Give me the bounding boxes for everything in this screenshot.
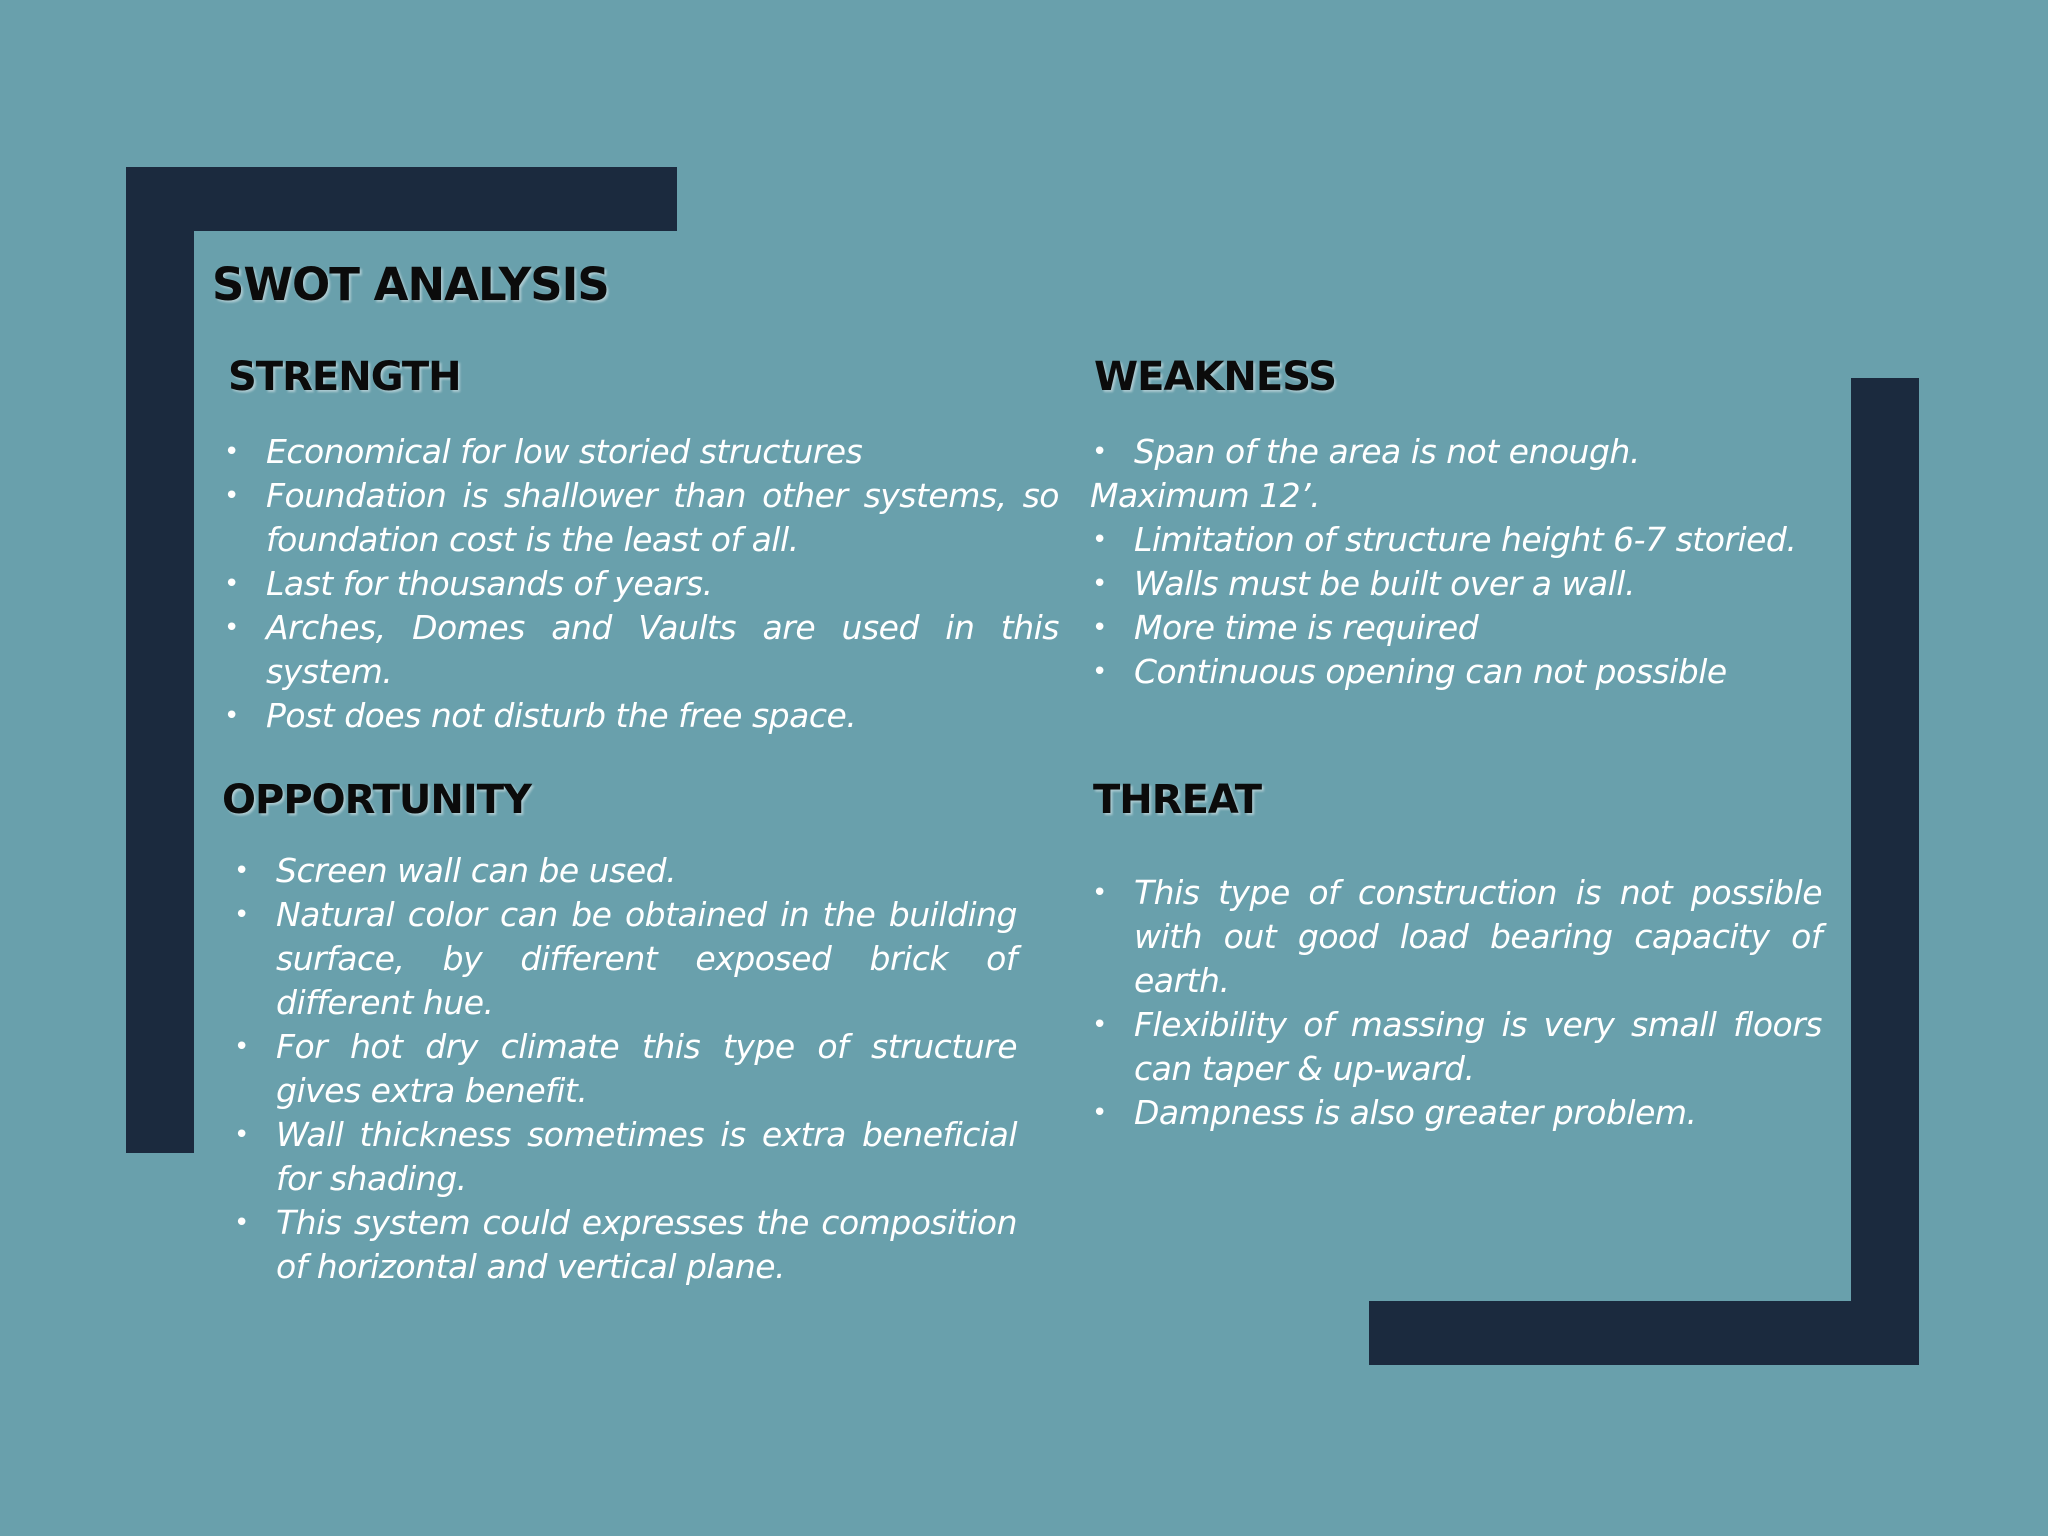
frame-bottom-right-vertical	[1851, 378, 1919, 1365]
strength-list	[222, 430, 1059, 738]
threat-item: • Flexibility of massing is very small floors can taper & up-ward.	[1090, 1003, 1822, 1091]
weakness-item: • Span of the area is not enough.	[1090, 430, 1850, 474]
threat-item: • Dampness is also greater problem.	[1090, 1091, 1822, 1135]
opportunity-heading: OPPORTUNITY	[222, 777, 532, 823]
threat-heading: THREAT	[1093, 777, 1262, 823]
weakness-item: • Continuous opening can not possible	[1090, 650, 1850, 694]
opportunity-list	[232, 849, 1017, 1289]
weakness-list	[1090, 430, 1850, 694]
weakness-item: • Limitation of structure height 6-7 storied.	[1090, 518, 1850, 562]
opportunity-item: • Wall thickness sometimes is extra beneficial for shading.	[232, 1113, 1017, 1201]
strength-item: • Arches, Domes and Vaults are used in this system.	[222, 606, 1059, 694]
opportunity-item: • Screen wall can be used.	[232, 849, 1017, 893]
frame-top-left-horizontal	[126, 167, 677, 231]
threat-list	[1090, 871, 1822, 1135]
strength-item: • Post does not disturb the free space.	[222, 694, 1059, 738]
strength-item: • Economical for low storied structures	[222, 430, 1059, 474]
opportunity-item: • Natural color can be obtained in the building surface, by different exposed brick of different hue.	[232, 893, 1017, 1025]
opportunity-item: • This system could expresses the composition of horizontal and vertical plane.	[232, 1201, 1017, 1289]
strength-heading: STRENGTH	[228, 354, 461, 400]
page-title: SWOT ANALYSIS	[212, 258, 609, 311]
weakness-item-continuation: Maximum 12’.	[1090, 476, 1321, 515]
strength-item: • Last for thousands of years.	[222, 562, 1059, 606]
weakness-item: • More time is required	[1090, 606, 1850, 650]
weakness-heading: WEAKNESS	[1094, 354, 1337, 400]
strength-item: • Foundation is shallower than other systems, so foundation cost is the least of all.	[222, 474, 1059, 562]
weakness-item: • Walls must be built over a wall.	[1090, 562, 1850, 606]
frame-top-left-vertical	[126, 167, 194, 1153]
opportunity-item: • For hot dry climate this type of structure gives extra benefit.	[232, 1025, 1017, 1113]
frame-bottom-right-horizontal	[1369, 1301, 1919, 1365]
threat-item: • This type of construction is not possible with out good load bearing capacity of earth.	[1090, 871, 1822, 1003]
